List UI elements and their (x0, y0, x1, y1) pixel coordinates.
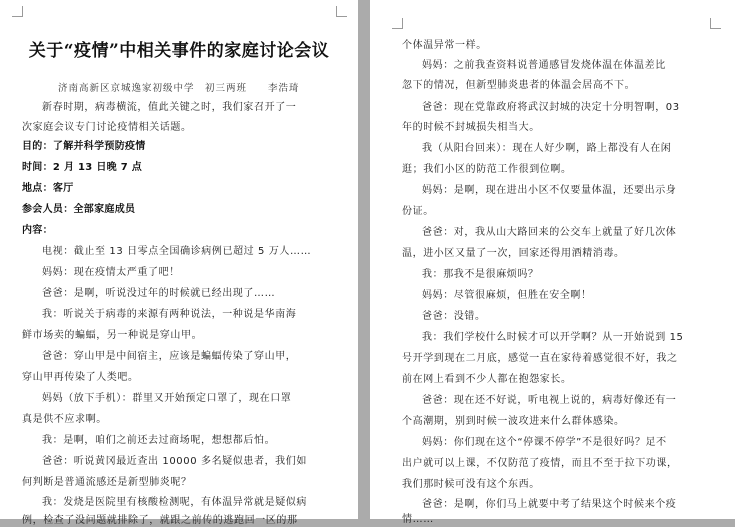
dialogue-line: 爸爸：穿山甲是中间宿主，应该是蝙蝠传染了穿山甲， (42, 351, 297, 362)
dialogue-line: 爸爸：现在还不好说，听电视上说的，病毒好像还有一 (422, 395, 677, 406)
meeting-place: 地点：客厅 (22, 183, 74, 194)
dialogue-line: 号开学到现在二月底，感觉一直在家待着感觉很不好，我之 (402, 353, 678, 364)
dialogue-line: 穿山甲再传染了人类吧。 (22, 372, 139, 383)
dialogue-line: 爸爸：没错。 (422, 311, 486, 322)
dialogue-line: 份证。 (402, 206, 434, 217)
dialogue-line: 年的时候不封城损失相当大。 (402, 122, 540, 133)
dialogue-line: 妈妈（放下手机）：群里又开始预定口罩了，现在口罩 (42, 393, 292, 404)
crop-mark (12, 6, 23, 17)
dialogue-line: 爸爸：是啊，你们马上就要中考了结果这个时候来个疫 (422, 499, 677, 510)
dialogue-line: 何判断是普通流感还是新型肺炎呢？ (22, 477, 192, 488)
crop-mark (710, 18, 721, 29)
dialogue-line: 我：听说关于病毒的来源有两种说法，一种说是华南海 (42, 309, 297, 320)
paragraph-line: 新春时期，病毒横流，值此关键之时，我们家召开了一 (42, 102, 297, 113)
dialogue-line: 妈妈：是啊，现在进出小区不仅要量体温，还要出示身 (422, 185, 677, 196)
meeting-purpose: 目的：了解并科学预防疫情 (22, 141, 146, 152)
dialogue-line: 逛；我们小区的防范工作很到位啊。 (402, 164, 572, 175)
meeting-time: 时间：2 月 13 日晚 7 点 (22, 162, 143, 173)
dialogue-line: 我：我们学校什么时候才可以开学啊？从一开始说到 15 (422, 332, 684, 343)
dialogue-line: 忽下的情况，但新型肺炎患者的体温会居高不下。 (402, 80, 636, 91)
dialogue-line: 我：是啊，咱们之前还去过商场呢，想想都后怕。 (42, 435, 276, 446)
document-page-left (0, 0, 358, 526)
document-title: 关于“疫情”中相关事件的家庭讨论会议 (28, 41, 330, 61)
meeting-content-label: 内容： (22, 225, 53, 236)
dialogue-line: 妈妈：你们现在这个“停课不停学”不是很好吗？足不 (422, 437, 667, 448)
dialogue-line: 前在网上看到不少人都在抱怨家长。 (402, 374, 572, 385)
paragraph-line: 次家庭会议专门讨论疫情相关话题。 (22, 122, 192, 133)
meeting-attendees: 参会人员：全部家庭成员 (22, 204, 136, 215)
dialogue-line: 电视：截止至 13 日零点全国确诊病例已超过 5 万人…… (42, 246, 312, 257)
dialogue-line: 爸爸：对，我从山大路回来的公交车上就量了好几次体 (422, 227, 677, 238)
dialogue-line: 妈妈：尽管很麻烦，但胜在安全啊！ (422, 290, 592, 301)
dialogue-line: 我：发烧是医院里有核酸检测呢，有体温异常就是疑似病 (42, 497, 307, 508)
crop-mark (336, 6, 347, 17)
document-page-right (370, 0, 735, 525)
dialogue-line: 我（从阳台回来）：现在人好少啊，路上都没有人在闲 (422, 143, 672, 154)
dialogue-line: 个高潮期，别到时候一波攻进来什么群体感染。 (402, 416, 625, 427)
dialogue-line: 爸爸：听说黄冈最近查出 10000 多名疑似患者，我们如 (42, 456, 307, 467)
dialogue-line: 爸爸：是啊，听说没过年的时候就已经出现了…… (42, 288, 276, 299)
dialogue-line: 我们那时候可没有这个东西。 (402, 479, 540, 490)
crop-mark (392, 18, 403, 29)
dialogue-line: 例，检查了没问题就排除了，就跟之前传的逃跑回一区的那 (22, 515, 298, 526)
author-byline: 济南高新区京城逸家初级中学 初三两班 李浩琦 (58, 83, 300, 94)
dialogue-line: 温，进小区又量了一次，回家还得用酒精消毒。 (402, 248, 625, 259)
dialogue-line: 妈妈：之前我查资料说普通感冒发烧体温在体温差比 (422, 60, 666, 71)
dialogue-line: 爸爸：现在党靠政府将武汉封城的决定十分明智啊，03 (422, 102, 680, 113)
dialogue-line: 妈妈：现在疫情太严重了吧！ (42, 267, 180, 278)
dialogue-line: 出户就可以上课，不仅防范了疫情，而且不至于拉下功课， (402, 458, 678, 469)
dialogue-line: 真是供不应求啊。 (22, 414, 107, 425)
dialogue-line: 个体温异常一样。 (402, 40, 487, 51)
dialogue-line: 我：那我不是很麻烦吗？ (422, 269, 539, 280)
dialogue-line: 情…… (402, 514, 434, 525)
dialogue-line: 鲜市场卖的蝙蝠，另一种说是穿山甲。 (22, 330, 203, 341)
